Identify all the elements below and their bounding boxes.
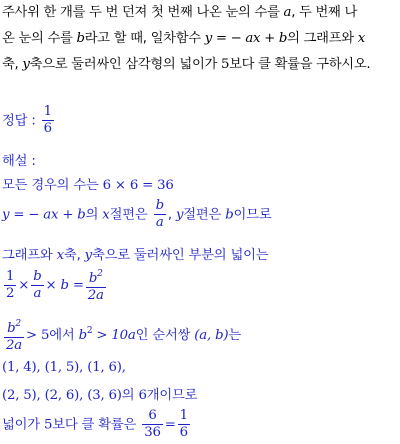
exponent: 2 (86, 326, 93, 336)
fraction-b-over-a (31, 269, 43, 302)
solution-text: 절편은 (183, 207, 226, 223)
exponent: 2 (97, 269, 103, 279)
fraction-denominator: 36 (144, 425, 161, 440)
solution-text: 절편은 (109, 207, 152, 223)
solution-text: 넓이가 (2, 417, 44, 433)
solution-text: 에서 (49, 328, 79, 343)
solution-line-7 (2, 384, 197, 403)
fraction-numerator (86, 266, 106, 288)
fraction-denominator: 6 (179, 425, 188, 440)
base: b (7, 321, 16, 336)
problem-text: 주사위 한 개를 두 번 던져 첫 번째 나온 눈의 수를 (2, 5, 284, 20)
variable-y: y (22, 57, 30, 72)
solution-text: 의 (85, 207, 103, 223)
problem-text: 온 눈의 수를 (2, 31, 77, 46)
ordered-pairs: (2, 5), (2, 6), (3, 6) (2, 388, 122, 403)
base: b (78, 328, 87, 343)
fraction-denominator: 2 (6, 285, 15, 301)
variable-b: b (225, 207, 234, 223)
variable-y: y (84, 248, 92, 263)
variable-b: b (76, 31, 85, 46)
solution-text: 의 (121, 388, 139, 403)
times-sign: × (18, 278, 30, 293)
fraction-numerator: 1 (43, 104, 52, 119)
solution-line-1 (2, 174, 174, 193)
problem-statement (2, 0, 398, 78)
fraction-one-half (4, 269, 16, 302)
answer-line (2, 104, 56, 137)
math-expression: × b = (45, 278, 84, 293)
solution-text: 는 (228, 328, 242, 343)
problem-text: 축, (2, 57, 23, 72)
solution-line-3 (2, 244, 268, 263)
equals-sign: = (164, 417, 176, 433)
fraction-one-sixth (178, 408, 190, 441)
number-five: 5 (220, 57, 230, 72)
variable-a: a (283, 5, 292, 20)
solution-line-6 (2, 360, 126, 375)
solution-heading: 해설 : (2, 154, 36, 169)
exponent: 2 (15, 319, 21, 329)
variable-x: x (56, 248, 64, 263)
math-expression: > 5 (26, 328, 50, 343)
solution-line-5 (2, 316, 241, 354)
solution-text: 개이므로 (146, 388, 198, 403)
fraction-six-over-thirty-six (142, 408, 163, 441)
variable-x: x (357, 31, 365, 46)
math-expression: > 10a (92, 328, 136, 343)
math-expression: 6 × 6 = 36 (102, 178, 174, 193)
fraction-numerator: 1 (6, 268, 15, 284)
problem-line-2 (2, 26, 398, 52)
linear-function: y = − ax + b (2, 207, 86, 223)
solution-text: 그래프와 (2, 248, 57, 263)
fraction-denominator: 2a (6, 338, 22, 353)
linear-function: y = − ax + b (204, 31, 288, 46)
solution-line-4 (2, 266, 108, 304)
answer-fraction (42, 104, 54, 137)
base: b (88, 271, 98, 286)
solution-line-2 (2, 198, 271, 231)
variable-y: y (175, 207, 184, 223)
fraction-b-squared-over-2a (86, 266, 106, 304)
problem-text: 보다 클 확률을 구하시오. (229, 57, 371, 72)
problem-text: 라고 할 때, 일차함수 (84, 31, 205, 46)
fraction-b-squared-over-2a (4, 316, 24, 354)
problem-text: , 두 번째 나 (291, 5, 358, 20)
solution-text: 축으로 둘러싸인 부분의 넓이는 (91, 248, 269, 263)
solution-line-8 (2, 408, 192, 441)
problem-text: 축으로 둘러싸인 삼각형의 넓이가 (29, 57, 221, 72)
problem-line-1 (2, 0, 398, 26)
x-intercept-fraction (154, 198, 166, 231)
solution-text: 모든 경우의 수는 (2, 178, 103, 193)
variable-x: x (102, 207, 110, 223)
solution-text: , (167, 207, 176, 223)
fraction-numerator: 1 (179, 408, 188, 423)
problem-text: 의 그래프와 (287, 31, 358, 46)
solution-text: 보다 클 확률은 (52, 417, 141, 433)
problem-line-3 (2, 52, 398, 78)
ordered-pair: (a, b) (194, 328, 229, 343)
fraction-denominator: a (155, 215, 164, 230)
number-five: 5 (43, 417, 53, 433)
fraction-numerator: b (155, 198, 164, 213)
fraction-numerator: b (33, 268, 42, 284)
fraction-numerator (4, 316, 24, 338)
solution-text: 축, (63, 248, 85, 263)
count: 6 (138, 388, 147, 403)
fraction-numerator: 6 (142, 408, 163, 425)
fraction-denominator: a (33, 285, 42, 301)
fraction-denominator: 6 (43, 121, 52, 136)
fraction-denominator: 2a (87, 288, 104, 303)
answer-label: 정답 : (2, 113, 36, 129)
ordered-pairs: (1, 4), (1, 5), (1, 6), (2, 360, 126, 375)
solution-text: 인 순서쌍 (135, 328, 195, 343)
solution-text: 이므로 (233, 207, 272, 223)
